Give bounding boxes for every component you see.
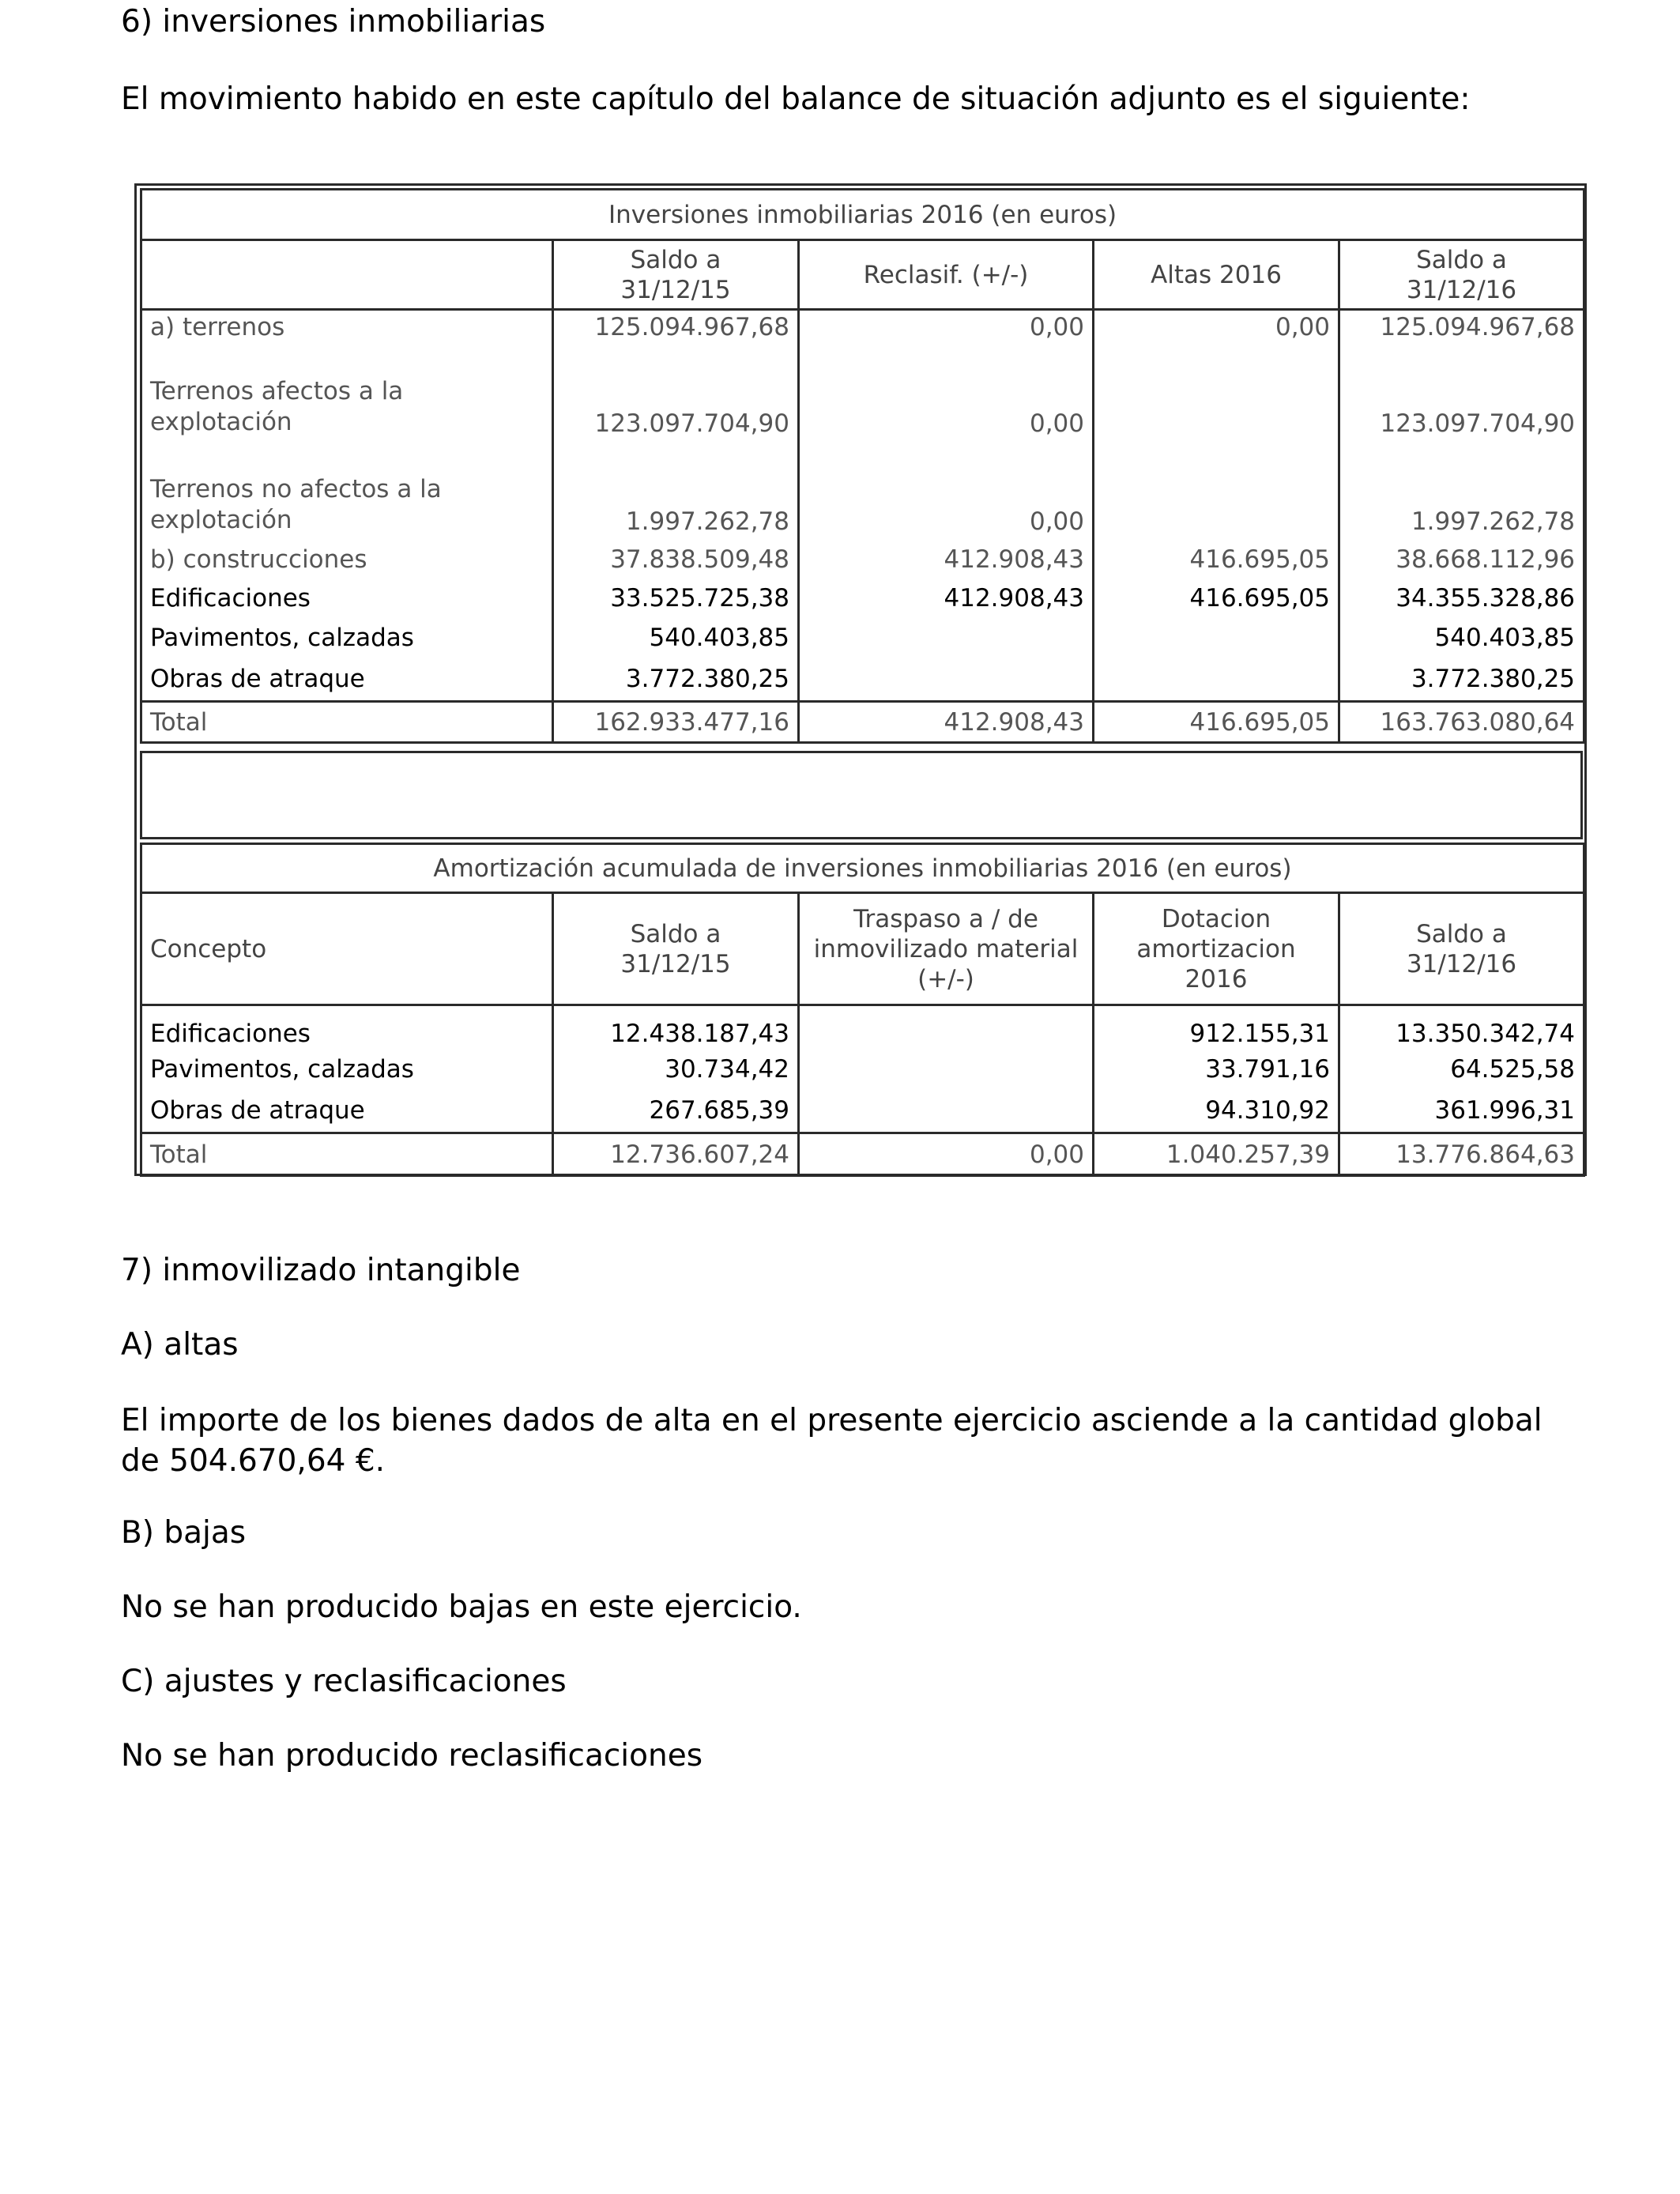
total-label: Total	[141, 1133, 553, 1176]
row-value: 361.996,31	[1339, 1089, 1584, 1133]
header-reclasif: Reclasif. (+/-)	[799, 240, 1094, 310]
row-label: Edificaciones	[141, 1005, 553, 1050]
row-value: 123.097.704,90	[553, 345, 799, 443]
header-saldo-16: Saldo a 31/12/16	[1339, 240, 1584, 310]
row-value: 94.310,92	[1094, 1089, 1339, 1133]
amortizacion-table	[140, 843, 1585, 1177]
row-value	[1094, 443, 1339, 541]
row-value: 416.695,05	[1094, 541, 1339, 579]
table-row	[141, 1089, 1584, 1133]
table-row	[141, 310, 1584, 345]
row-label: Obras de atraque	[141, 1089, 553, 1133]
row-value: 0,00	[1094, 310, 1339, 345]
row-label: b) construcciones	[141, 541, 553, 579]
total-value: 416.695,05	[1094, 702, 1339, 743]
total-label: Total	[141, 702, 553, 743]
header-saldo-15: Saldo a 31/12/15	[553, 893, 799, 1005]
header-altas: Altas 2016	[1094, 240, 1339, 310]
total-value: 13.776.864,63	[1339, 1133, 1584, 1176]
row-value: 33.525.725,38	[553, 579, 799, 618]
row-value: 30.734,42	[553, 1050, 799, 1089]
total-row	[141, 702, 1584, 743]
row-value: 37.838.509,48	[553, 541, 799, 579]
empty-separator-row	[140, 751, 1583, 839]
total-value: 1.040.257,39	[1094, 1133, 1339, 1176]
row-value	[799, 1005, 1094, 1050]
header-saldo-15: Saldo a 31/12/15	[553, 240, 799, 310]
header-concepto: Concepto	[141, 893, 553, 1005]
table-row	[141, 443, 1584, 541]
row-label: a) terrenos	[141, 310, 553, 345]
row-value	[799, 618, 1094, 658]
row-value: 412.908,43	[799, 579, 1094, 618]
header-dotacion: Dotacion amortizacion 2016	[1094, 893, 1339, 1005]
altas-heading: A) altas	[121, 1327, 239, 1363]
table-row	[141, 1050, 1584, 1089]
bajas-heading: B) bajas	[121, 1515, 247, 1551]
row-value: 125.094.967,68	[1339, 310, 1584, 345]
total-value: 412.908,43	[799, 702, 1094, 743]
total-value: 162.933.477,16	[553, 702, 799, 743]
row-value: 12.438.187,43	[553, 1005, 799, 1050]
row-value: 1.997.262,78	[1339, 443, 1584, 541]
row-value: 267.685,39	[553, 1089, 799, 1133]
ajustes-text: No se han producido reclasificaciones	[121, 1738, 703, 1774]
section-6-heading: 6) inversiones inmobiliarias	[121, 4, 546, 40]
altas-text: El importe de los bienes dados de alta en el presente ejercicio asciende a la cantidad global de 504.670,64 €.	[121, 1403, 1543, 1479]
row-value	[799, 1050, 1094, 1089]
row-value: 123.097.704,90	[1339, 345, 1584, 443]
table-row	[141, 1005, 1584, 1050]
row-value	[1094, 658, 1339, 702]
total-value: 12.736.607,24	[553, 1133, 799, 1176]
inversiones-table-caption: Inversiones inmobiliarias 2016 (en euros)	[141, 190, 1584, 240]
row-label: Pavimentos, calzadas	[141, 618, 553, 658]
table-row	[141, 658, 1584, 702]
row-value: 33.791,16	[1094, 1050, 1339, 1089]
bajas-text: No se han producido bajas en este ejercicio.	[121, 1589, 802, 1625]
amortizacion-table-caption: Amortización acumulada de inversiones inmobiliarias 2016 (en euros)	[141, 844, 1584, 893]
row-value: 3.772.380,25	[1339, 658, 1584, 702]
table-row	[141, 579, 1584, 618]
row-value: 540.403,85	[1339, 618, 1584, 658]
row-value: 0,00	[799, 443, 1094, 541]
inversiones-table	[140, 188, 1585, 744]
row-value: 125.094.967,68	[553, 310, 799, 345]
row-value: 416.695,05	[1094, 579, 1339, 618]
row-value: 0,00	[799, 310, 1094, 345]
row-label: Pavimentos, calzadas	[141, 1050, 553, 1089]
total-value: 0,00	[799, 1133, 1094, 1176]
header-blank	[141, 240, 553, 310]
row-label: Terrenos afectos a la explotación	[141, 345, 553, 443]
total-row	[141, 1133, 1584, 1176]
ajustes-heading: C) ajustes y reclasificaciones	[121, 1664, 567, 1699]
row-value	[1094, 618, 1339, 658]
row-value: 0,00	[799, 345, 1094, 443]
row-value	[799, 1089, 1094, 1133]
row-value: 34.355.328,86	[1339, 579, 1584, 618]
row-value: 1.997.262,78	[553, 443, 799, 541]
row-label: Edificaciones	[141, 579, 553, 618]
total-value: 163.763.080,64	[1339, 702, 1584, 743]
section-6-intro: El movimiento habido en este capítulo del balance de situación adjunto es el siguiente:	[121, 81, 1471, 117]
table-row	[141, 345, 1584, 443]
row-value	[799, 658, 1094, 702]
header-traspaso: Traspaso a / de inmovilizado material (+/-)	[799, 893, 1094, 1005]
table-row	[141, 541, 1584, 579]
section-7-heading: 7) inmovilizado intangible	[121, 1253, 521, 1288]
row-value	[1094, 345, 1339, 443]
row-value: 38.668.112,96	[1339, 541, 1584, 579]
row-label: Obras de atraque	[141, 658, 553, 702]
row-value: 412.908,43	[799, 541, 1094, 579]
row-value: 13.350.342,74	[1339, 1005, 1584, 1050]
header-saldo-16: Saldo a 31/12/16	[1339, 893, 1584, 1005]
row-label: Terrenos no afectos a la explotación	[141, 443, 553, 541]
row-value: 912.155,31	[1094, 1005, 1339, 1050]
row-value: 64.525,58	[1339, 1050, 1584, 1089]
table-row	[141, 618, 1584, 658]
row-value: 3.772.380,25	[553, 658, 799, 702]
row-value: 540.403,85	[553, 618, 799, 658]
